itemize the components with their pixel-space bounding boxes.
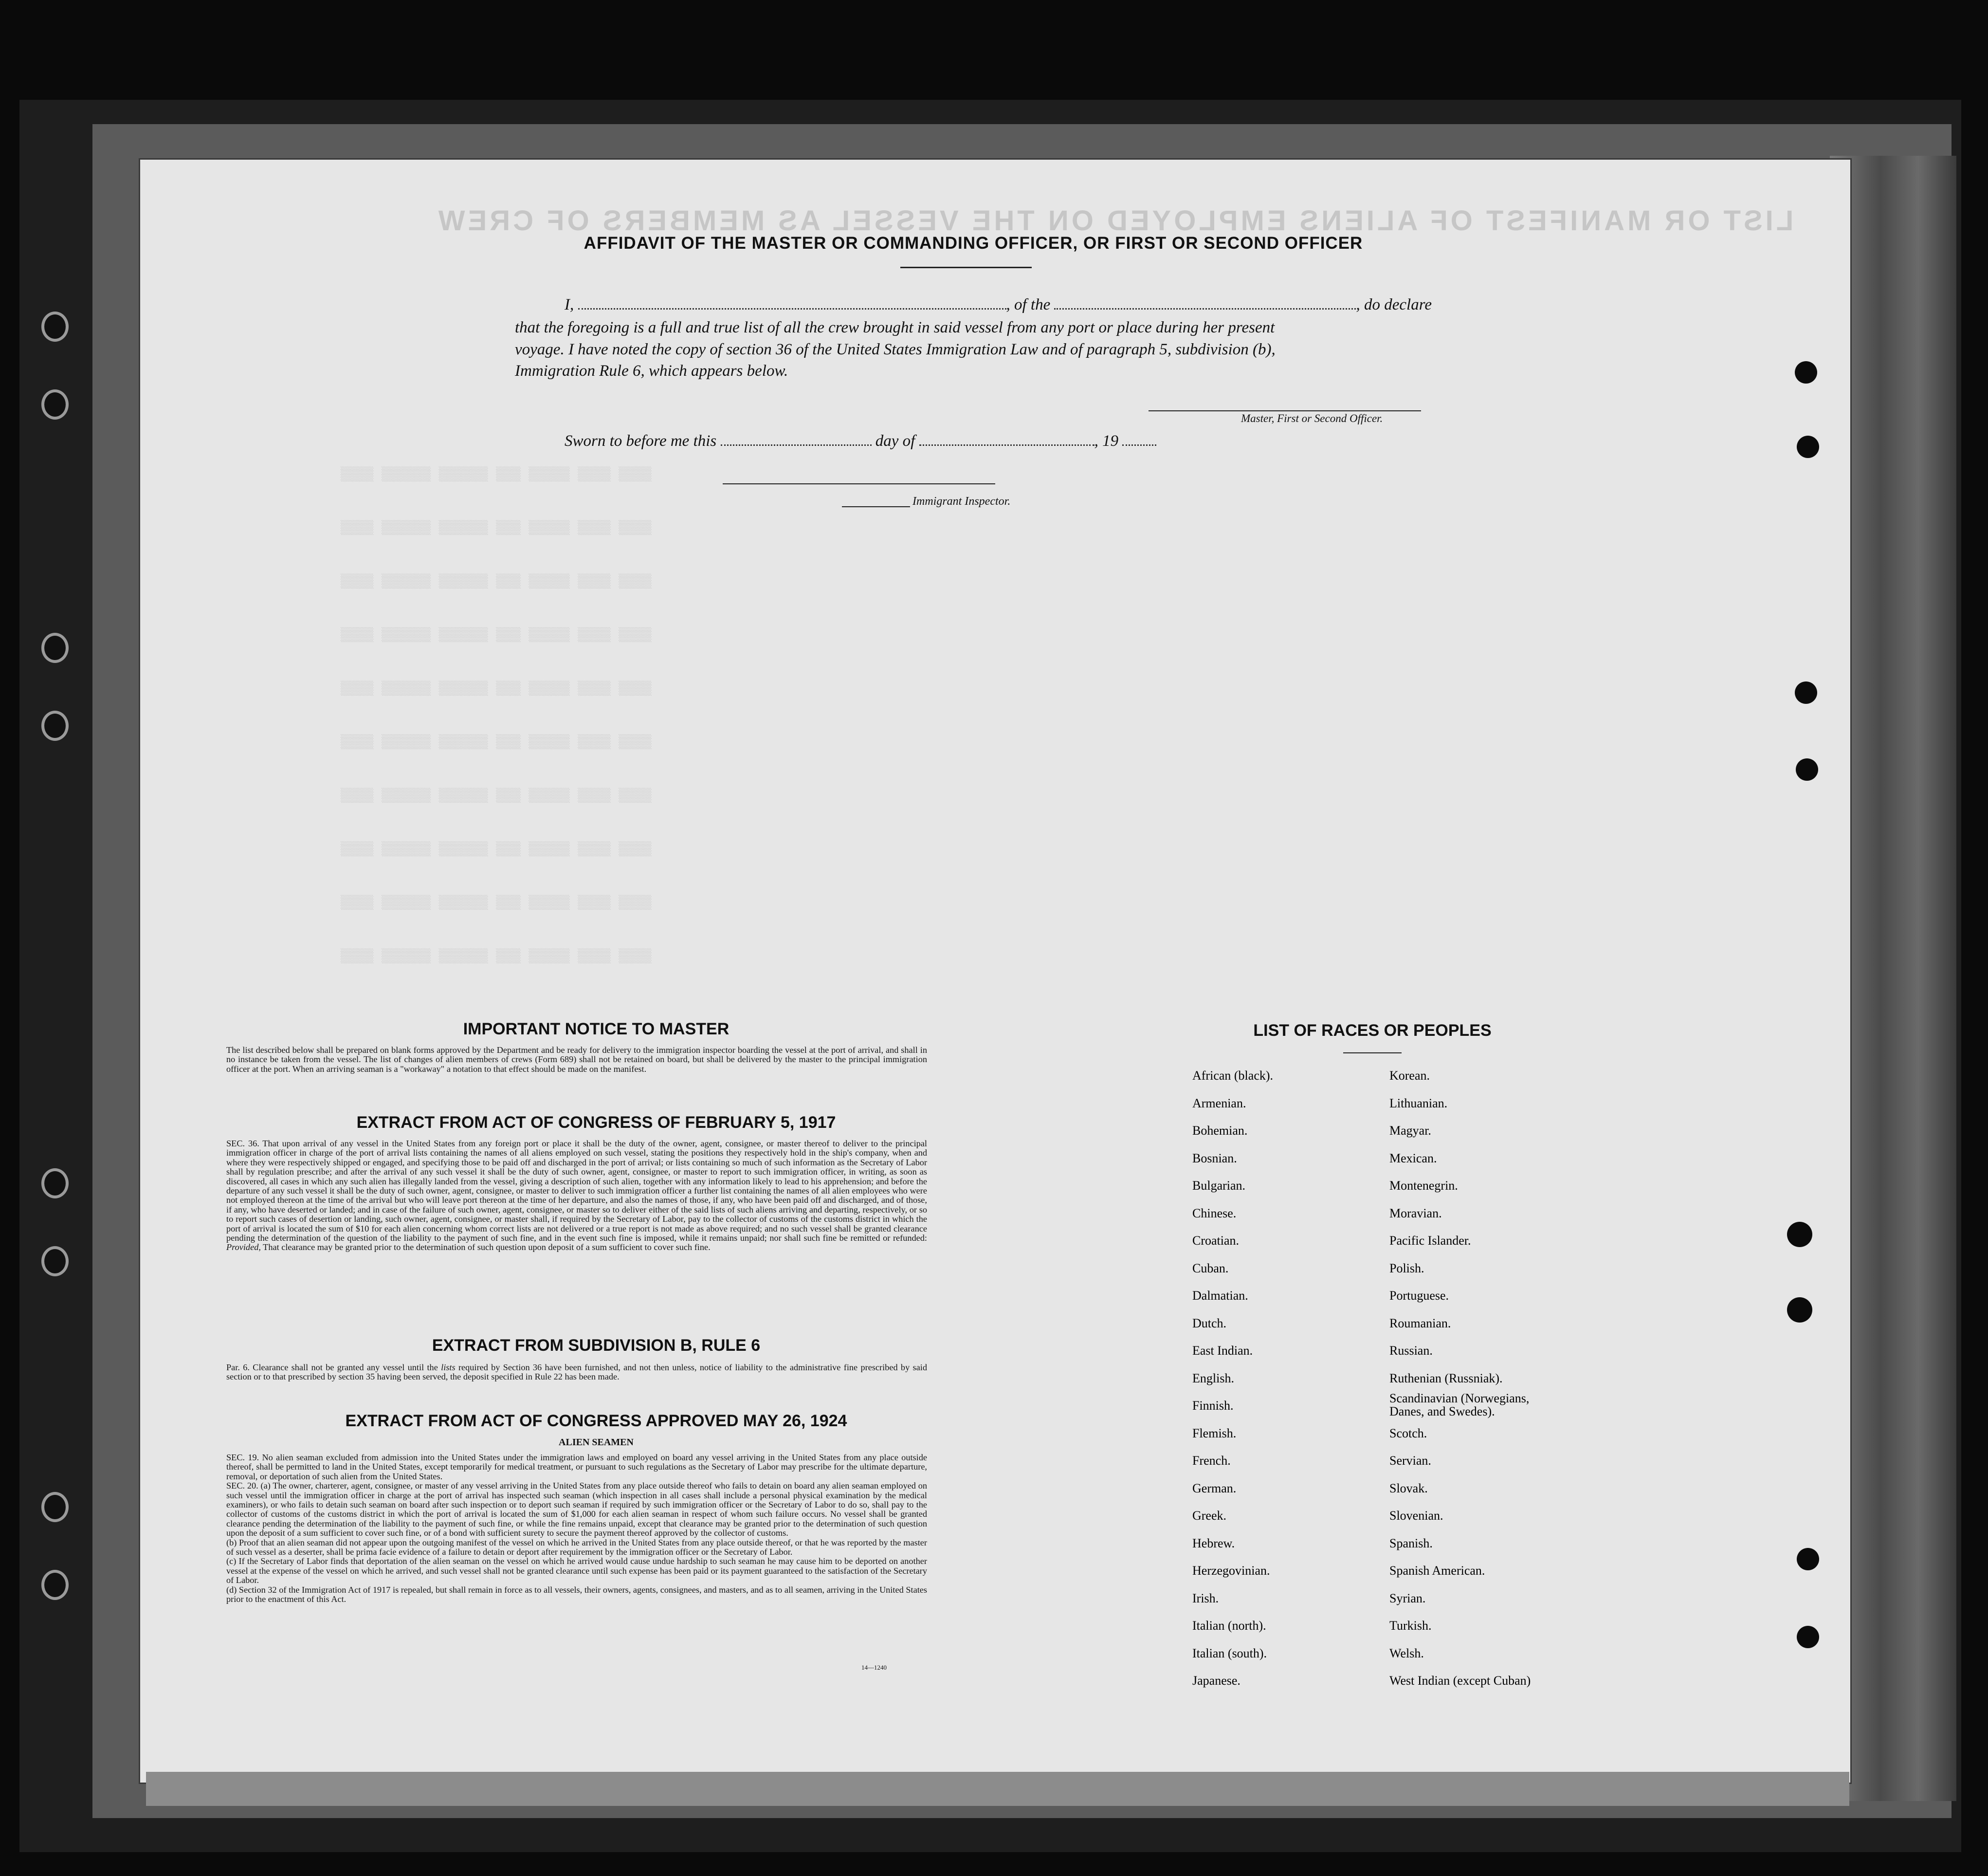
binder-hole-icon [41, 312, 69, 342]
sworn-day-blank[interactable] [721, 434, 872, 446]
punch-hole-icon [1795, 681, 1817, 704]
show-through-scribble: ▒▒▒▒ ▒▒▒▒ ▒▒▒▒▒ ▒▒▒ ▒▒▒▒▒▒ ▒▒▒▒▒▒ ▒▒▒▒ [341, 735, 652, 750]
race-item: Roumanian. [1389, 1316, 1451, 1330]
affidavit-line-3: voyage. I have noted the copy of section 36 of the United States Immigration Law and of paragraph 5, subdivision (b), [515, 341, 1276, 358]
affidavit-line-4: Immigration Rule 6, which appears below. [515, 362, 788, 380]
sec-20b-text: (b) Proof that an alien seaman did not appear upon the outgoing manifest of the vessel on which he arrived in the United States from any place outside thereof, or that he was reported by the master of such vessel as a deserter, shall be prima facie evidence of a failure to detain or deport after requirement by the immigration officer or the Secretary of Labor. [226, 1537, 927, 1557]
race-item: Portuguese. [1389, 1288, 1449, 1303]
race-item: Korean. [1389, 1068, 1430, 1083]
race-item: Japanese. [1192, 1674, 1240, 1688]
signature-line[interactable] [1149, 410, 1421, 411]
race-item: Servian. [1389, 1453, 1431, 1468]
race-item: Lithuanian. [1389, 1096, 1448, 1110]
sworn-year-blank[interactable] [1122, 434, 1156, 446]
extract-rule6-lists: lists [441, 1362, 456, 1372]
alien-seamen-subtitle: ALIEN SEAMEN [559, 1437, 634, 1448]
race-item: Finnish. [1192, 1398, 1234, 1413]
race-item: Spanish. [1389, 1536, 1433, 1550]
binder-hole-icon [41, 1570, 69, 1600]
notice-title: IMPORTANT NOTICE TO MASTER [463, 1020, 730, 1038]
race-item: Bohemian. [1192, 1123, 1248, 1138]
show-through-scribble: ▒▒▒▒ ▒▒▒▒ ▒▒▒▒▒ ▒▒▒ ▒▒▒▒▒▒ ▒▒▒▒▒▒ ▒▒▒▒ [341, 896, 652, 911]
race-item: Hebrew. [1192, 1536, 1235, 1550]
extract-1917-text-c: That clearance may be granted prior to the determination of such question upon deposit of a sum sufficient to cover such fine. [263, 1242, 711, 1252]
inspector-short-line [842, 506, 910, 507]
show-through-scribble: ▒▒▒▒ ▒▒▒▒ ▒▒▒▒▒ ▒▒▒ ▒▒▒▒▒▒ ▒▒▒▒▒▒ ▒▒▒▒ [341, 789, 652, 804]
extract-rule6-text-c: required by Section 36 have been furnished, and not then unless, notice of liability to the administrative fine prescribed by said section or to that prescribed by section 35 having been served, the deposit specified in Rule 22 has been made. [226, 1362, 927, 1382]
race-item: Pacific Islander. [1389, 1233, 1471, 1248]
race-item: Scandinavian (Norwegians, Danes, and Swedes). [1389, 1391, 1530, 1418]
signature-caption: Master, First or Second Officer. [1241, 412, 1383, 424]
binder-hole-icon [41, 711, 69, 741]
extract-rule6-title: EXTRACT FROM SUBDIVISION B, RULE 6 [432, 1336, 761, 1355]
show-through-scribble: ▒▒▒▒ ▒▒▒▒ ▒▒▒▒▒ ▒▒▒ ▒▒▒▒▒▒ ▒▒▒▒▒▒ ▒▒▒▒ [341, 628, 652, 643]
binder-hole-icon [41, 633, 69, 663]
extract-1917-title: EXTRACT FROM ACT OF CONGRESS OF FEBRUARY 5, 1917 [356, 1113, 836, 1132]
race-item: Armenian. [1192, 1096, 1246, 1110]
sworn-line [565, 432, 1156, 450]
extract-1917-provided: Provided, [226, 1242, 261, 1252]
sec-20c-text: (c) If the Secretary of Labor finds that deportation of the alien seaman on the vessel on which he arrived would cause undue hardship to such seaman he may cause him to be deported on another vessel at the expense of the vessel on which he arrived, and such vessel shall not be granted clearance until such expense has been paid or its payment guaranteed to the satisfaction of the Secretary of Labor. [226, 1556, 927, 1585]
inspector-line[interactable] [723, 483, 995, 484]
race-item: East Indian. [1192, 1343, 1253, 1358]
extract-rule6-text [226, 1363, 927, 1382]
race-item: Greek. [1192, 1508, 1227, 1523]
extract-1924-title: EXTRACT FROM ACT OF CONGRESS APPROVED MAY 26, 1924 [345, 1412, 847, 1430]
binder-hole-icon [41, 1246, 69, 1276]
name-blank[interactable] [578, 297, 1006, 310]
race-item: Magyar. [1389, 1123, 1431, 1138]
race-item: French. [1192, 1453, 1231, 1468]
affidavit-of-label: , of the [1006, 296, 1051, 313]
show-through-title: LIST OR MANIFEST OF ALIENS EMPLOYED ON THE VESSEL AS MEMBERS OF CREW [435, 205, 1794, 237]
sworn-prefix: Sworn to before me this [565, 432, 717, 450]
sec-20a-text: SEC. 20. (a) The owner, charterer, agent, consignee, or master of any vessel arriving in the United States from any place outside thereof who fails to detain on board any alien seaman employed on such vessel until the immigration officer in charge at the port of arrival has inspected such seaman (which inspection in all cases shall include a personal physical examination by the medical examiners), or who fails to detain such seaman on board after such inspection or to deport such seaman if required by such immigration officer or the Secretary of Labor to do so, shall pay to the collector of customs of the customs district in which the port of arrival is located the sum of $1,000 for each alien seaman in respect of whom such failure occurs. No vessel shall be granted clearance pending the determination of the liability to the payment of such fine, or while the fine remains unpaid, except that clearance may be granted prior to the determination of such question upon the deposit of a sum sufficient to cover such fine, or of a bond with sufficient surety to secure the payment thereof approved by the collector of customs. [226, 1481, 927, 1538]
show-through-scribble: ▒▒▒▒ ▒▒▒▒ ▒▒▒▒▒ ▒▒▒ ▒▒▒▒▒▒ ▒▒▒▒▒▒ ▒▒▒▒ [341, 842, 652, 857]
race-item: Mexican. [1389, 1151, 1437, 1165]
race-item: Italian (south). [1192, 1646, 1267, 1660]
inspector-caption: Immigrant Inspector. [912, 495, 1011, 508]
race-item: Bosnian. [1192, 1151, 1237, 1165]
race-item: Turkish. [1389, 1619, 1432, 1633]
punch-hole-icon [1797, 436, 1819, 458]
sec-19-text: SEC. 19. No alien seaman excluded from admission into the United States under the immigration laws and employed on board any vessel arriving in the United States from any place outside thereof, shall be permitted to land in the United States, except temporarily for medical treatment, or pursuant to such regulations as the Secretary of Labor may prescribe for the ultimate departure, removal, or deportation of such alien from the United States. [226, 1453, 927, 1481]
race-item: Italian (north). [1192, 1619, 1266, 1633]
race-item: Russian. [1389, 1343, 1433, 1358]
page-bottom-edge [146, 1772, 1849, 1806]
race-item: Polish. [1389, 1261, 1424, 1275]
punch-hole-icon [1787, 1222, 1812, 1247]
sworn-day-label: day of [875, 432, 915, 450]
race-item: Croatian. [1192, 1233, 1240, 1248]
notice-text: The list described below shall be prepared on blank forms approved by the Department and be ready for delivery to the immigration inspector boarding the vessel at the port of arrival, and shall in no instance be taken from the vessel. The list of changes of alien members of crews (Form 689) shall not be retained on board, but shall be delivered by the master to the principal immigration officer at the port. When an arriving seaman is a "workaway" a notation to that effect should be made on the manifest. [226, 1045, 927, 1074]
race-item: English. [1192, 1371, 1234, 1385]
extract-1917-text [226, 1139, 927, 1252]
race-item: Irish. [1192, 1591, 1219, 1605]
sworn-year-label: , 19 [1094, 432, 1119, 450]
race-item: Slovenian. [1389, 1508, 1443, 1523]
punch-hole-icon [1797, 1626, 1819, 1648]
extract-rule6-text-a: Par. 6. Clearance shall not be granted any vessel until the [226, 1362, 438, 1372]
sworn-month-blank[interactable] [919, 434, 1094, 446]
races-title: LIST OF RACES OR PEOPLES [1253, 1021, 1492, 1040]
show-through-scribble: ▒▒▒▒ ▒▒▒▒ ▒▒▒▒▒ ▒▒▒ ▒▒▒▒▒▒ ▒▒▒▒▒▒ ▒▒▒▒ [341, 949, 652, 964]
binder-hole-icon [41, 389, 69, 420]
race-item: Flemish. [1192, 1426, 1237, 1440]
show-through-scribble: ▒▒▒▒ ▒▒▒▒ ▒▒▒▒▒ ▒▒▒ ▒▒▒▒▒▒ ▒▒▒▒▒▒ ▒▒▒▒ [341, 521, 652, 536]
sec-20d-text: (d) Section 32 of the Immigration Act of 1917 is repealed, but shall remain in force as to all vessels, their owners, agents, consignees, and masters, and as to all seamen, arriving in the United States prior to the enactment of this Act. [226, 1584, 927, 1604]
vessel-blank[interactable] [1054, 297, 1356, 310]
races-right-column [1389, 1068, 1642, 1701]
race-item: German. [1192, 1481, 1237, 1495]
races-divider [1343, 1052, 1402, 1053]
punch-hole-icon [1795, 361, 1817, 384]
form-number: 14—1240 [861, 1664, 887, 1671]
race-item: Chinese. [1192, 1206, 1237, 1220]
race-item: Dutch. [1192, 1316, 1227, 1330]
binder-hole-icon [41, 1492, 69, 1522]
extract-1924-text [226, 1453, 927, 1604]
race-item: Welsh. [1389, 1646, 1424, 1660]
race-item: African (black). [1192, 1068, 1274, 1083]
binder-hole-icon [41, 1168, 69, 1198]
race-item: Scotch. [1389, 1426, 1427, 1440]
affidavit-declare-label: , do declare [1356, 296, 1432, 313]
race-item: Spanish American. [1389, 1563, 1485, 1578]
show-through-scribble: ▒▒▒▒ ▒▒▒▒ ▒▒▒▒▒ ▒▒▒ ▒▒▒▒▒▒ ▒▒▒▒▒▒ ▒▒▒▒ [341, 681, 652, 697]
punch-hole-icon [1797, 1548, 1819, 1570]
race-item: Montenegrin. [1389, 1178, 1458, 1193]
race-item: Syrian. [1389, 1591, 1426, 1605]
race-item: Cuban. [1192, 1261, 1229, 1275]
affidavit-i-label: I, [565, 296, 574, 313]
affidavit-title: AFFIDAVIT OF THE MASTER OR COMMANDING OFFICER, OR FIRST OR SECOND OFFICER [584, 234, 1363, 253]
race-item: Moravian. [1389, 1206, 1442, 1220]
affidavit-line-2: that the foregoing is a full and true list of all the crew brought in said vessel from any port or place during her present [515, 319, 1275, 336]
punch-hole-icon [1787, 1297, 1812, 1323]
affidavit-line-1 [565, 296, 1432, 314]
race-item: West Indian (except Cuban) [1389, 1674, 1531, 1688]
extract-1917-text-a: SEC. 36. That upon arrival of any vessel in the United States from any foreign port or place it shall be the duty of the owner, agent, consignee, or master thereof to deliver to the principal immigration officer in charge of the port of arrival lists containing the names of all aliens employed on such vessel, stating the positions they respectively hold in the ship's company, when and where they were respectively shipped or engaged, and specifying those to be paid off and discharged in the port of arrival; or lists containing so much of such information as the Secretary of Labor shall by regulation prescribe; and after the arrival of any such vessel it shall be the duty of such owner, agent, consignee, or master to report to such immigration officer, in writing, as soon as discovered, all cases in which any such alien has illegally landed from the vessel, giving a description of such alien, together with any information likely to lead to his apprehension; and before the departure of any such vessel it shall be the duty of such owner, agent, consignee, or master to deliver to such immigration officer a further list containing the names of all alien employees who were not employed thereon at the time of the arrival but who will leave port thereon at the time of her departure, and also the names of those, if any, who have been paid off and discharged, and of those, if any, who have deserted or landed; and in case of the failure of such owner, agent, consignee, or master so to deliver either of the said lists of such aliens arriving and departing, respectively, or so to report such cases of desertion or landing, such owner, agent, consignee, or master shall, if required by the Secretary of Labor, pay to the collector of customs of the customs district in which the port of arrival is located the sum of $10 for each alien concerning whom correct lists are not delivered or a true report is not made as above required; and no such vessel shall be granted clearance pending the determination of the question of the liability to the payment of such fine, and in the event such fine is imposed, while it remains unpaid; nor shall such fine be remitted or refunded: [226, 1139, 927, 1243]
race-item: Slovak. [1389, 1481, 1428, 1495]
race-item: Ruthenian (Russniak). [1389, 1371, 1503, 1385]
race-item: Herzegovinian. [1192, 1563, 1270, 1578]
race-item: Bulgarian. [1192, 1178, 1246, 1193]
title-divider [900, 267, 1032, 268]
show-through-scribble: ▒▒▒▒ ▒▒▒▒ ▒▒▒▒▒ ▒▒▒ ▒▒▒▒▒▒ ▒▒▒▒▒▒ ▒▒▒▒ [341, 467, 652, 482]
show-through-scribble: ▒▒▒▒ ▒▒▒▒ ▒▒▒▒▒ ▒▒▒ ▒▒▒▒▒▒ ▒▒▒▒▒▒ ▒▒▒▒ [341, 574, 652, 589]
race-item: Dalmatian. [1192, 1288, 1248, 1303]
punch-hole-icon [1796, 758, 1818, 781]
